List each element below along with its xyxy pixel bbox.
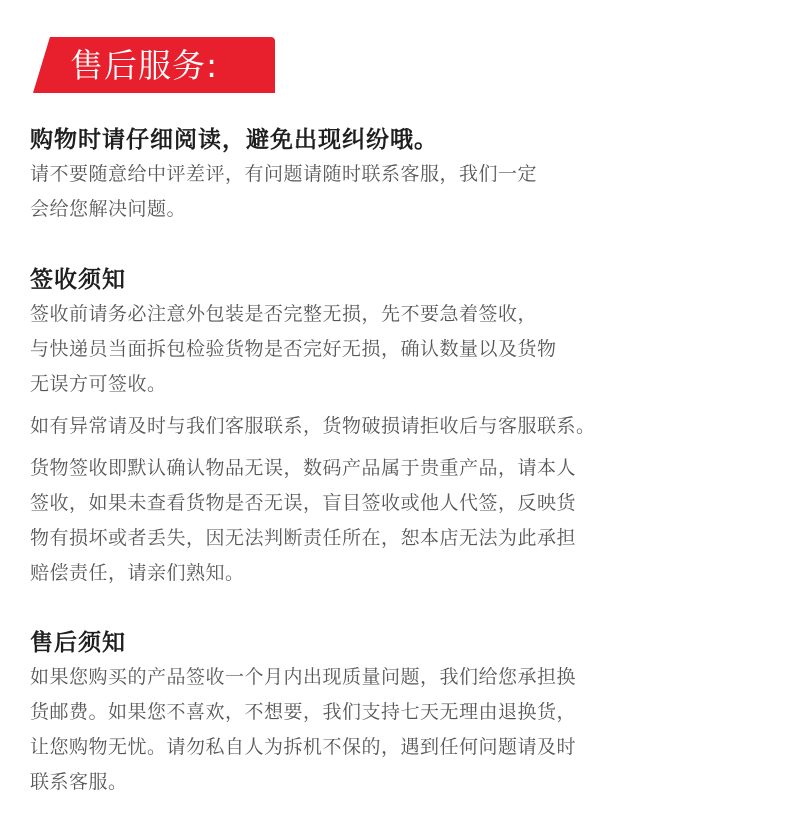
text-line: 与快递员当面拆包检验货物是否完好无损，确认数量以及货物 [30, 338, 557, 360]
section-after-sales-notice [30, 626, 760, 800]
text-line: 让您购物无忧。请勿私自人为拆机不保的，遇到任何问题请及时 [30, 736, 577, 758]
paragraph [30, 297, 760, 402]
text-line: 货物签收即默认确认物品无误，数码产品属于贵重产品，请本人 [30, 457, 577, 479]
text-line: 如果您购买的产品签收一个月内出现质量问题，我们给您承担换 [30, 666, 577, 688]
text-line: 无误方可签收。 [30, 373, 167, 395]
text-line: 请不要随意给中评差评，有问题请随时联系客服，我们一定 [30, 163, 538, 185]
paragraph [30, 451, 760, 591]
text-line: 物有损坏或者丢失，因无法判断责任所在，恕本店无法为此承担 [30, 527, 577, 549]
section-heading: 购物时请仔细阅读，避免出现纠纷哦。 [30, 127, 438, 153]
section-heading: 售后须知 [30, 630, 126, 656]
paragraph [30, 157, 760, 227]
text-line: 会给您解决问题。 [30, 198, 187, 220]
text-line: 如有异常请及时与我们客服联系，货物破损请拒收后与客服联系。 [30, 415, 596, 437]
paragraph [30, 660, 760, 800]
section-heading: 签收须知 [30, 267, 126, 293]
section-signing-notice [30, 263, 760, 591]
text-line: 签收，如果未查看货物是否无误，盲目签收或他人代签，反映货 [30, 492, 577, 514]
banner-title: 售后服务: [70, 46, 219, 85]
text-line: 联系客服。 [30, 771, 128, 793]
text-line: 签收前请务必注意外包装是否完整无损，先不要急着签收， [30, 303, 538, 325]
text-line: 赔偿责任，请亲们熟知。 [30, 562, 245, 584]
text-line: 货邮费。如果您不喜欢，不想要，我们支持七天无理由退换货， [30, 701, 577, 723]
paragraph [30, 409, 760, 444]
section-purchase-notice [30, 123, 760, 227]
